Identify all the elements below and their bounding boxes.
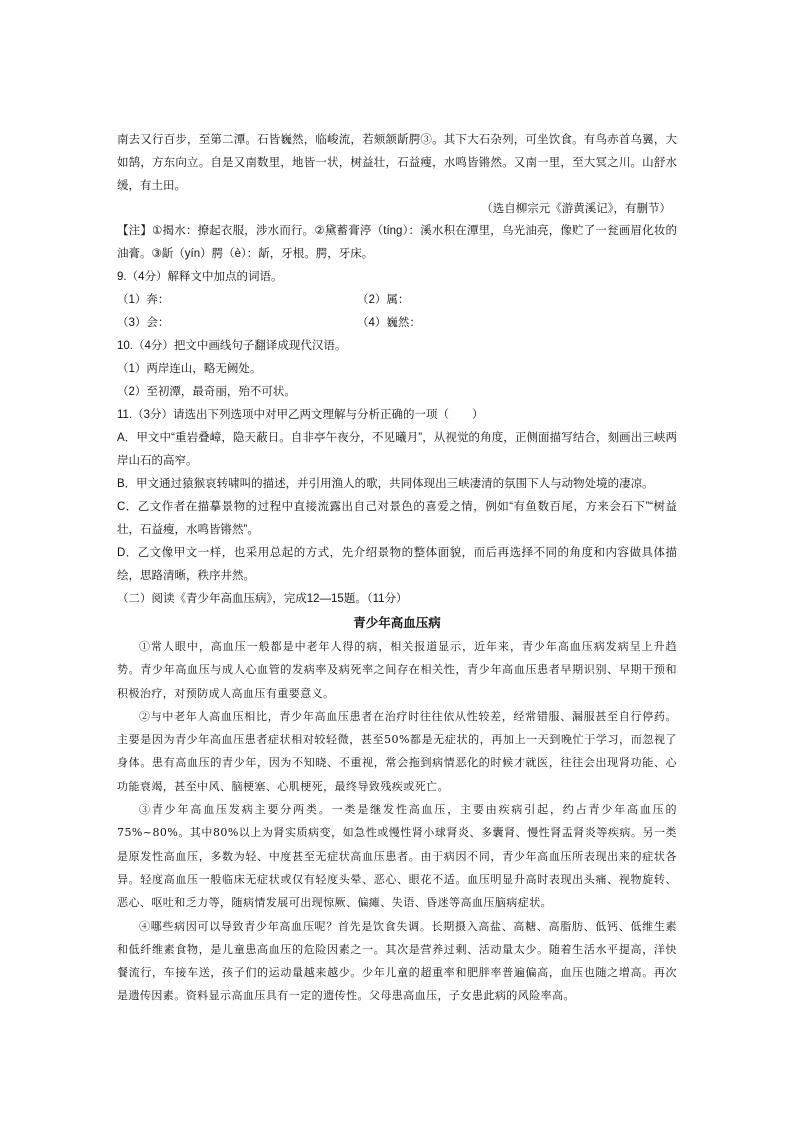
q9-row-2 [117,312,677,335]
article-title: 青少年高血压病 [353,615,441,630]
q9-item-3: （3）会： [117,317,170,329]
article-paragraph-1: ①常人眼中，高血压一般都是中老年人得的病，相关报道显示，近年来，青少年高血压病发病呈上升趋势。青少年高血压与成人心血管的发病率及病死率之间存在相关性，青少年高血压患者早期识别、早期干预和积极治疗，对预防成人高血压有重要意义。 [117,640,677,700]
passage-b-text: 南去又行百步，至第二潭。石皆巍然，临峻流，若颏颔龂腭③。其下大石杂列，可坐饮食。有鸟赤首乌翼，大如鹄，方东向立。自是又南数里，地皆一状，树益壮，石益瘦，水鸣皆锵然。又南一里，至大冥之川。山舒水缓，有土田。 [117,132,677,192]
passage-b-source: （选自柳宗元《游黄溪记》，有删节） [481,201,671,215]
q9-item-2: （2）属： [357,294,410,306]
q11-option-c: C．乙文作者在描摹景物的过程中直接流露出自己对景色的喜爱之情，例如“有鱼数百尾，方来会石下”“树益壮，石益瘦，水鸣皆锵然”。 [117,501,677,536]
q10-item-2: （2）至初潭，最奇丽，殆不可状。 [117,386,296,398]
q11-option-b: B．甲文通过猿猴哀转啸叫的描述，并引用渔人的歌，共同体现出三峡凄清的氛围下人与动物处境的凄凉。 [117,478,654,490]
q9-row-1 [117,289,677,312]
q10-item-1: （1）两岸连山，略无阙处。 [117,363,262,375]
q11-stem: 11.（3分）请选出下列选项中对甲乙两文理解与分析正确的一项（ ） [117,409,484,421]
notes: 【注】①揭水：撩起衣服，涉水而行。②黛蓄膏渟（tíng）：溪水积在潭里，乌光油亮，像贮了一瓮画眉化妆的油膏。③龂（yín）腭（è）：龂，牙根。腭，牙床。 [117,225,677,260]
article-paragraph-3: ③青少年高血压发病主要分两类。一类是继发性高血压，主要由疾病引起，约占青少年高血压的75%~80%。其中80%以上为肾实质病变，如急性或慢性肾小球肾炎、多囊肾、慢性肾盂肾炎等疾病。另一类是原发性高血压，多数为轻、中度甚至无症状高血压患者。由于病因不同，青少年高血压所表现出来的症状各异。轻度高血压一般临床无症状或仅有轻度头晕、恶心、眼花不适。血压明显升高时表现出头痛、视物旋转、恶心、呕吐和乏力等，随病情发展可出现惊厥、偏瘫、失语、昏迷等高血压脑病症状。 [117,803,677,910]
q10-stem: 10.（4分）把文中画线句子翻译成现代汉语。 [117,340,347,352]
q11-option-a: A．甲文中“重岩叠嶂，隐天蔽日。自非亭午夜分，不见曦月”，从视觉的角度，正侧面描写结合，刻画出三峡两岸山石的高窄。 [117,432,677,467]
article-paragraph-2: ②与中老年人高血压相比，青少年高血压患者在治疗时往往依从性较差，经常错服、漏服甚至自行停药。主要是因为青少年高血压患者症状相对较轻微，甚至50%都是无症状的，再加上一天到晚忙于学习，而忽视了身体。患有高血压的青少年，因为不知晓、不重视，常会拖到病情恶化的时候才就医，往往会出现肾功能、心功能衰竭，甚至中风、脑梗塞、心肌梗死，最终导致残疾或死亡。 [117,709,677,793]
q9-item-4: （4）巍然： [357,317,421,329]
q11-option-d: D．乙文像甲文一样，也采用总起的方式，先介绍景物的整体面貌，而后再选择不同的角度和内容做具体描绘，思路清晰，秩序井然。 [117,547,677,582]
section2-heading: （二）阅读《青少年高血压病》，完成12—15题。（11分） [117,593,408,605]
article-paragraph-4: ④哪些病因可以导致青少年高血压呢？首先是饮食失调。长期摄入高盐、高糖、高脂肪、低钙、低维生素和低纤维素食物，是儿童患高血压的危险因素之一。其次是营养过剩、活动量太少。随着生活水平提高，洋快餐流行，车接车送，孩子们的运动量越来越少。少年儿童的超重率和肥胖率普遍偏高，血压也随之增高。再次是遗传因素。资料显示高血压具有一定的遗传性。父母患高血压，子女患此病的风险率高。 [117,919,677,1003]
exam-page [117,128,677,1008]
q9-item-1: （1）奔： [117,294,170,306]
q9-stem: 9.（4分）解释文中加点的词语。 [117,271,283,283]
